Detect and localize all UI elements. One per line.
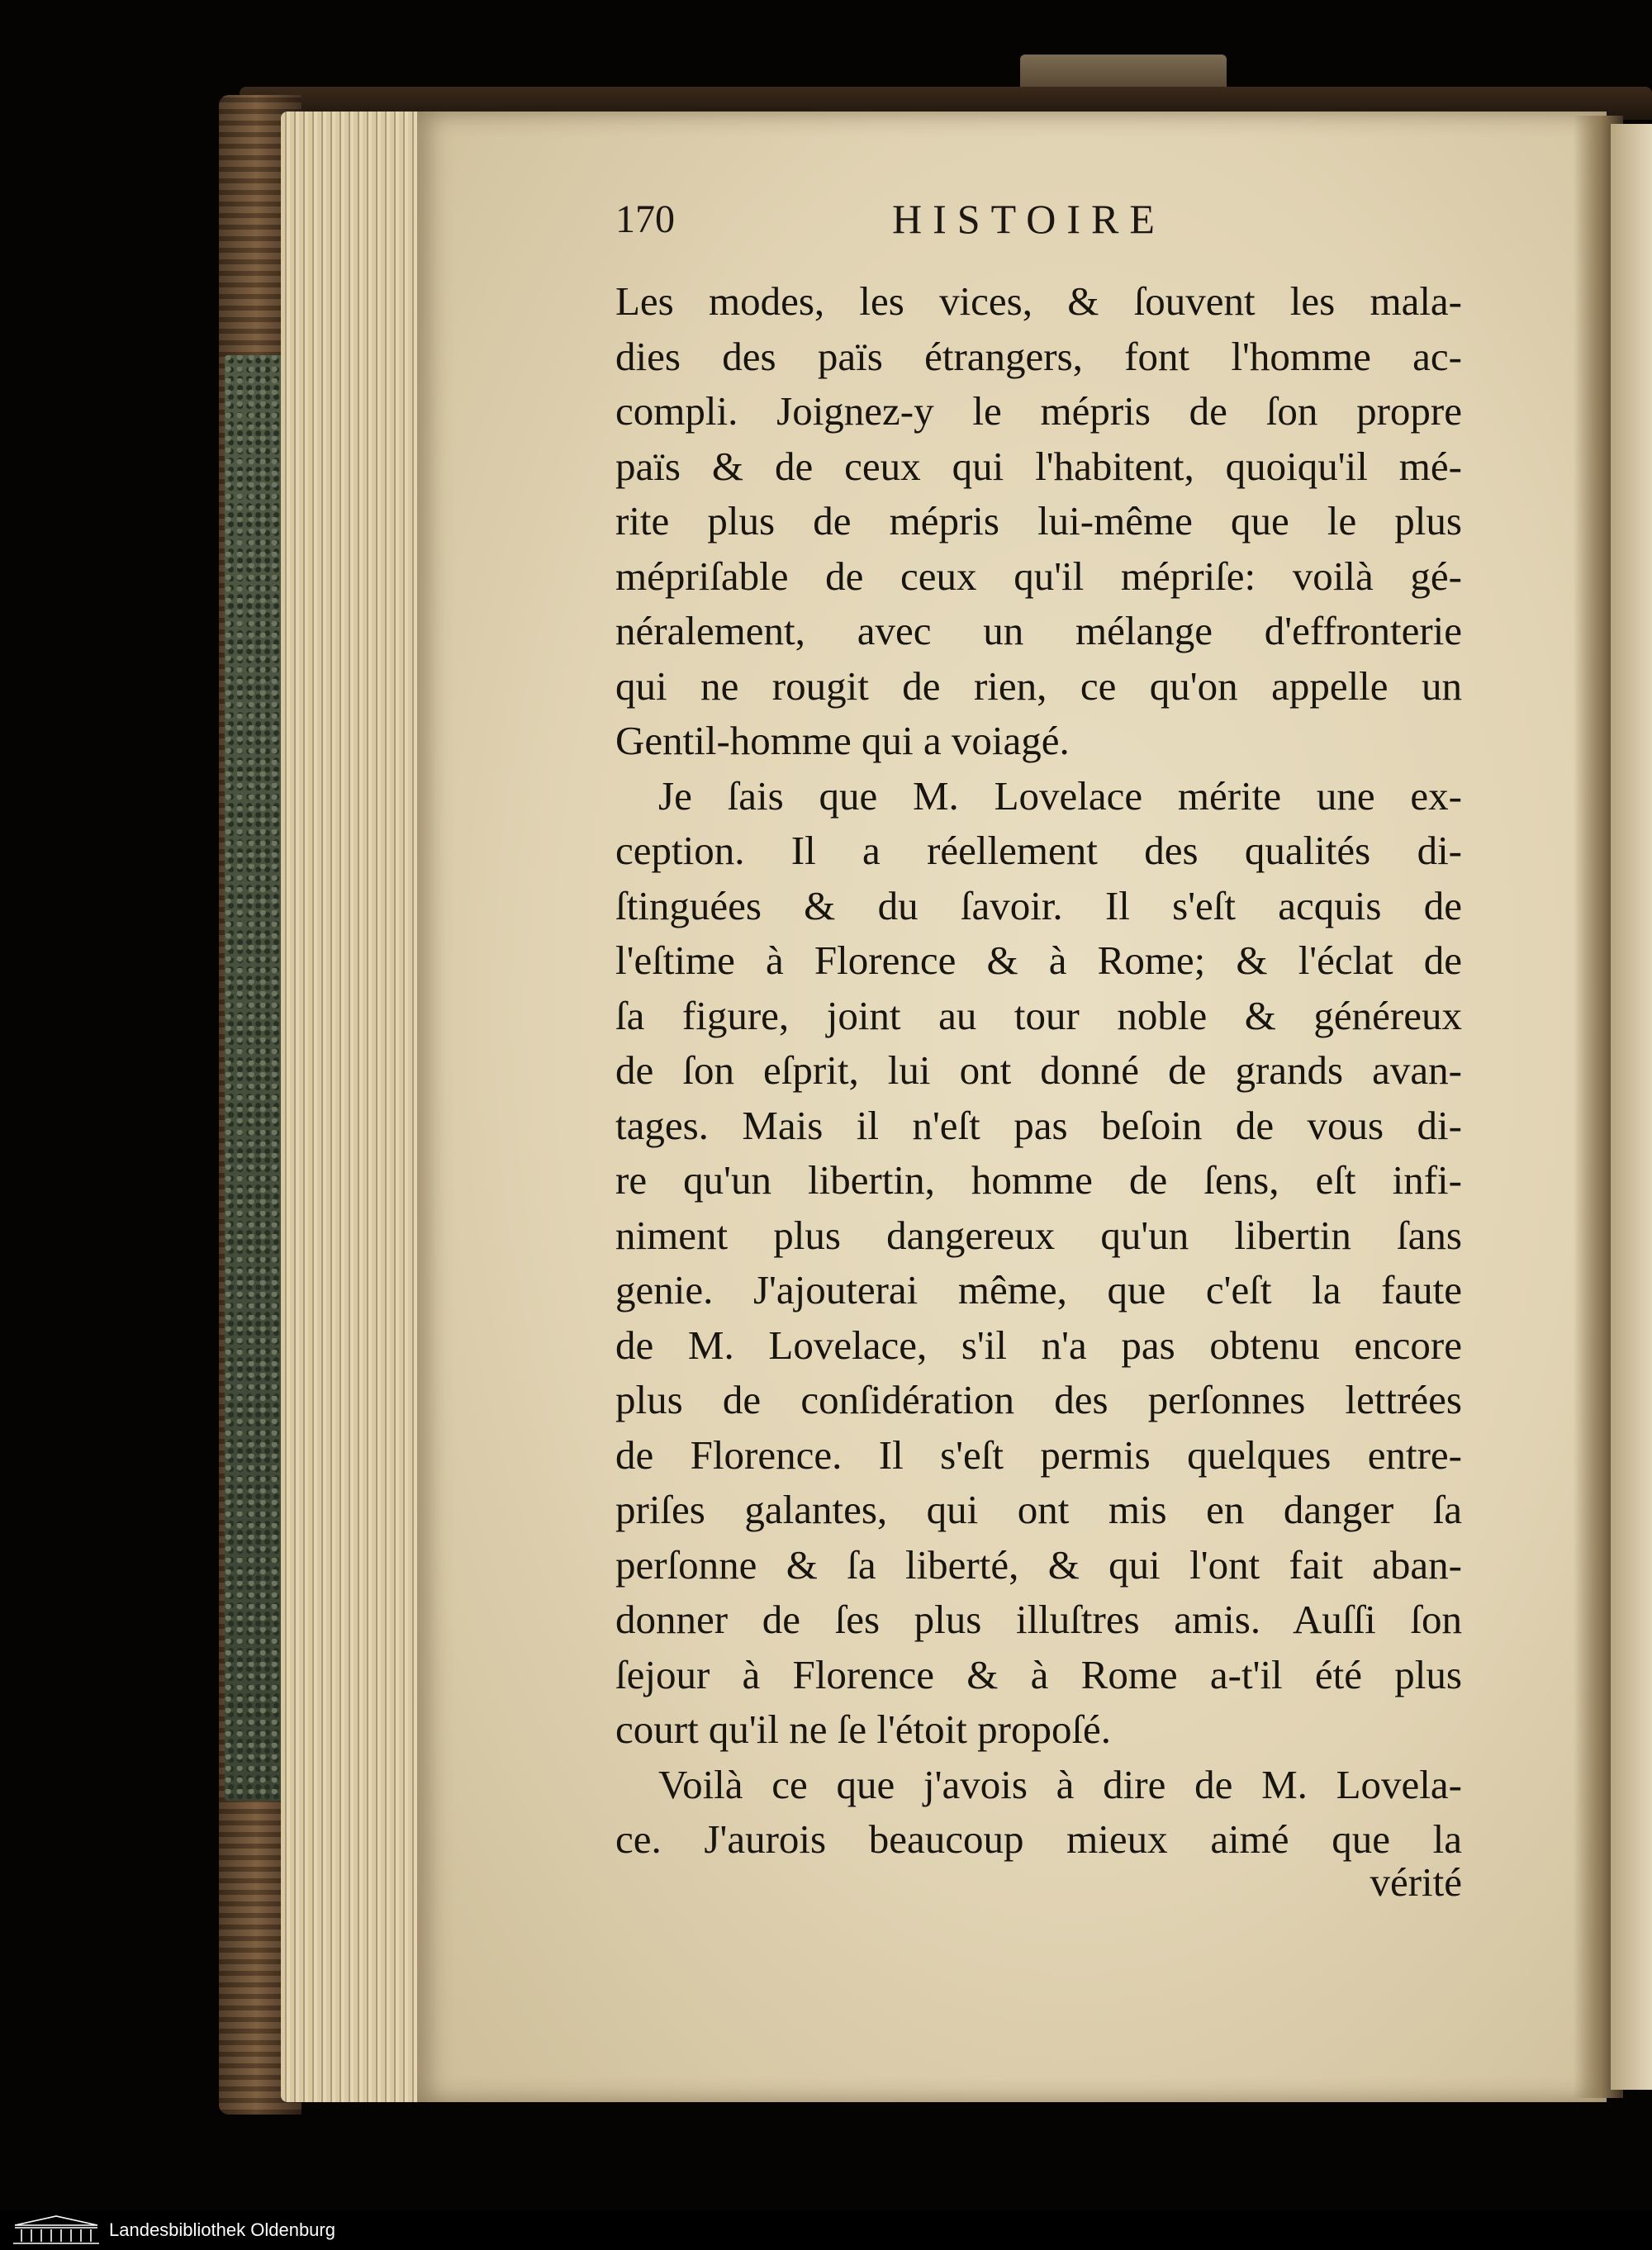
text-line: néralement, avec un mélange d'effronterie — [615, 608, 1462, 653]
text-line: plus de conſidération des perſonnes lettrées — [615, 1377, 1462, 1422]
marbled-cover-edge — [225, 355, 289, 1801]
text-line: rite plus de mépris lui-même que le plus — [615, 498, 1462, 544]
text-line: de M. Lovelace, s'il n'a pas obtenu encore — [615, 1322, 1462, 1368]
text-line: Voilà ce que j'avois à dire de M. Lovela- — [658, 1761, 1462, 1807]
text-line: Les modes, les vices, & ſouvent les mala- — [615, 278, 1462, 324]
text-line: tages. Mais il n'eſt pas beſoin de vous di- — [615, 1102, 1462, 1148]
text-line: genie. J'ajouterai même, que c'eſt la faute — [615, 1267, 1462, 1312]
text-line: niment plus dangereux qu'un libertin ſans — [615, 1212, 1462, 1258]
text-line: ception. Il a réellement des qualités di- — [615, 828, 1462, 873]
text-line: Je ſais que M. Lovelace mérite une ex- — [658, 772, 1462, 819]
text-line: qui ne rougit de rien, ce qu'on appelle un — [615, 662, 1462, 709]
page-header — [615, 197, 1462, 254]
running-title: HISTOIRE — [892, 196, 1165, 242]
page-number: 170 — [615, 197, 675, 241]
text-line: de Florence. Il s'eſt permis quelques entre- — [615, 1431, 1462, 1478]
text-line: donner de ſes plus illuſtres amis. Auſſi ſon — [615, 1597, 1462, 1642]
page-edges — [281, 112, 425, 2102]
facing-page-edge — [1611, 124, 1652, 2090]
text-line: ſejour à Florence & à Rome a-t'il été plus — [615, 1651, 1462, 1697]
text-line: Gentil-homme qui a voiagé. — [615, 718, 1070, 763]
library-name: Landesbibliothek Oldenburg — [109, 2219, 335, 2240]
catchword: vérité — [1370, 1859, 1462, 1905]
text-line: païs & de ceux qui l'habitent, quoiqu'il mé- — [615, 443, 1462, 489]
text-line: priſes galantes, qui ont mis en danger ſa — [615, 1487, 1462, 1532]
text-line: compli. Joignez-y le mépris de ſon propre — [615, 388, 1462, 434]
text-line: ce. J'aurois beaucoup mieux aimé que la — [615, 1816, 1462, 1862]
text-line: ſa figure, joint au tour noble & généreux — [615, 992, 1462, 1038]
text-line: re qu'un libertin, homme de ſens, eſt infi- — [615, 1157, 1462, 1203]
text-line: court qu'il ne ſe l'étoit propoſé. — [615, 1706, 1112, 1752]
footer-bar — [0, 2210, 1652, 2250]
text-line: de ſon eſprit, lui ont donné de grands avan- — [615, 1047, 1462, 1093]
text-line: dies des païs étrangers, font l'homme ac- — [615, 333, 1462, 379]
text-line: ſtinguées & du ſavoir. Il s'eſt acquis de — [615, 882, 1462, 928]
text-line: perſonne & ſa liberté, & qui l'ont fait aban- — [615, 1541, 1462, 1588]
library-building-icon — [12, 2214, 101, 2247]
text-line: mépriſable de ceux qu'il mépriſe: voilà gé- — [615, 553, 1462, 599]
body-text — [615, 274, 1462, 1868]
text-line: l'eſtime à Florence & à Rome; & l'éclat de — [615, 938, 1462, 983]
